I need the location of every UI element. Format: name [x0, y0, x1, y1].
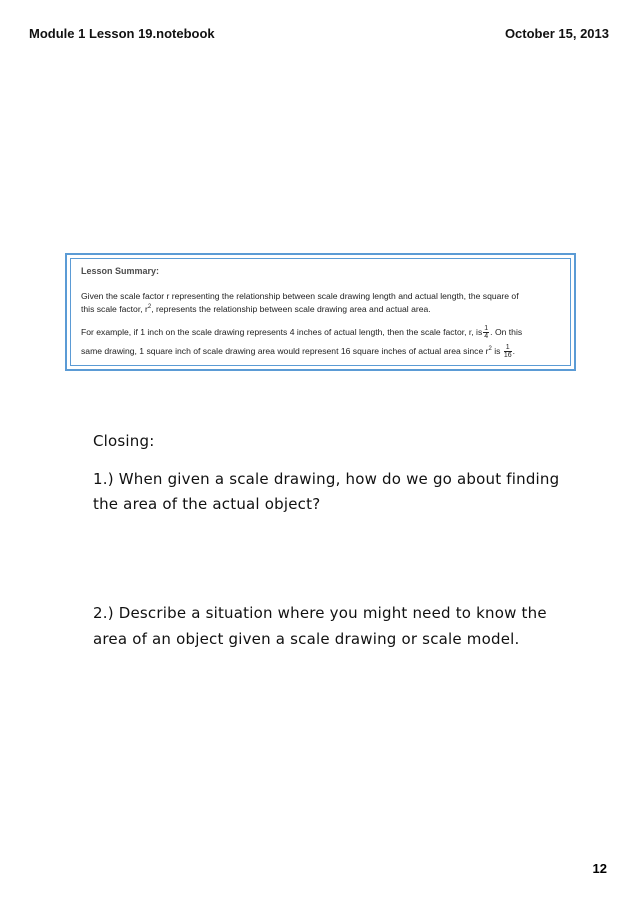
notebook-title: Module 1 Lesson 19.notebook — [29, 26, 215, 41]
lesson-summary-box — [65, 253, 576, 371]
lesson-summary-inner-border — [70, 258, 571, 366]
summary-line-4-mid: is — [491, 345, 503, 356]
summary-line-4-exponent: 2 — [488, 345, 492, 352]
summary-line-4-pre: same drawing, 1 square inch of scale drawing area would represent 16 square inches of actual area since r — [81, 345, 489, 356]
summary-line-3-post: . On this — [490, 326, 523, 337]
summary-line-3 — [81, 325, 522, 340]
question-2-line-2: area of an object given a scale drawing or scale model. — [93, 630, 520, 648]
header-date: October 15, 2013 — [504, 26, 609, 41]
fraction-denominator: 16 — [503, 352, 512, 359]
fraction-numerator: 1 — [505, 344, 510, 351]
summary-line-2-post: , represents the relationship between scale drawing area and actual area. — [151, 304, 431, 314]
summary-line-2 — [81, 304, 431, 314]
question-2-line-1: 2.) Describe a situation where you might need to know the — [93, 604, 547, 622]
question-1-line-2: the area of the actual object? — [93, 495, 321, 513]
summary-line-3-pre: For example, if 1 inch on the scale drawing represents 4 inches of actual length, then the scale factor, r, is — [81, 326, 483, 337]
summary-line-2-exponent: 2 — [147, 304, 152, 311]
fraction-denominator: 4 — [484, 333, 489, 340]
question-1-line-1: 1.) When given a scale drawing, how do we go about finding — [93, 470, 560, 488]
summary-line-4 — [81, 344, 515, 359]
lesson-summary-title: Lesson Summary: — [81, 266, 160, 276]
fraction-numerator: 1 — [484, 325, 489, 332]
summary-line-1: Given the scale factor r representing the relationship between scale drawing length and actual length, the square of — [81, 291, 519, 301]
fraction-one-fourth — [483, 325, 489, 340]
page-number: 12 — [592, 861, 607, 876]
closing-title: Closing: — [93, 432, 155, 450]
summary-line-2-pre: this scale factor, r — [81, 304, 148, 314]
fraction-one-sixteenth — [504, 344, 512, 359]
summary-line-4-post: . — [512, 345, 515, 356]
